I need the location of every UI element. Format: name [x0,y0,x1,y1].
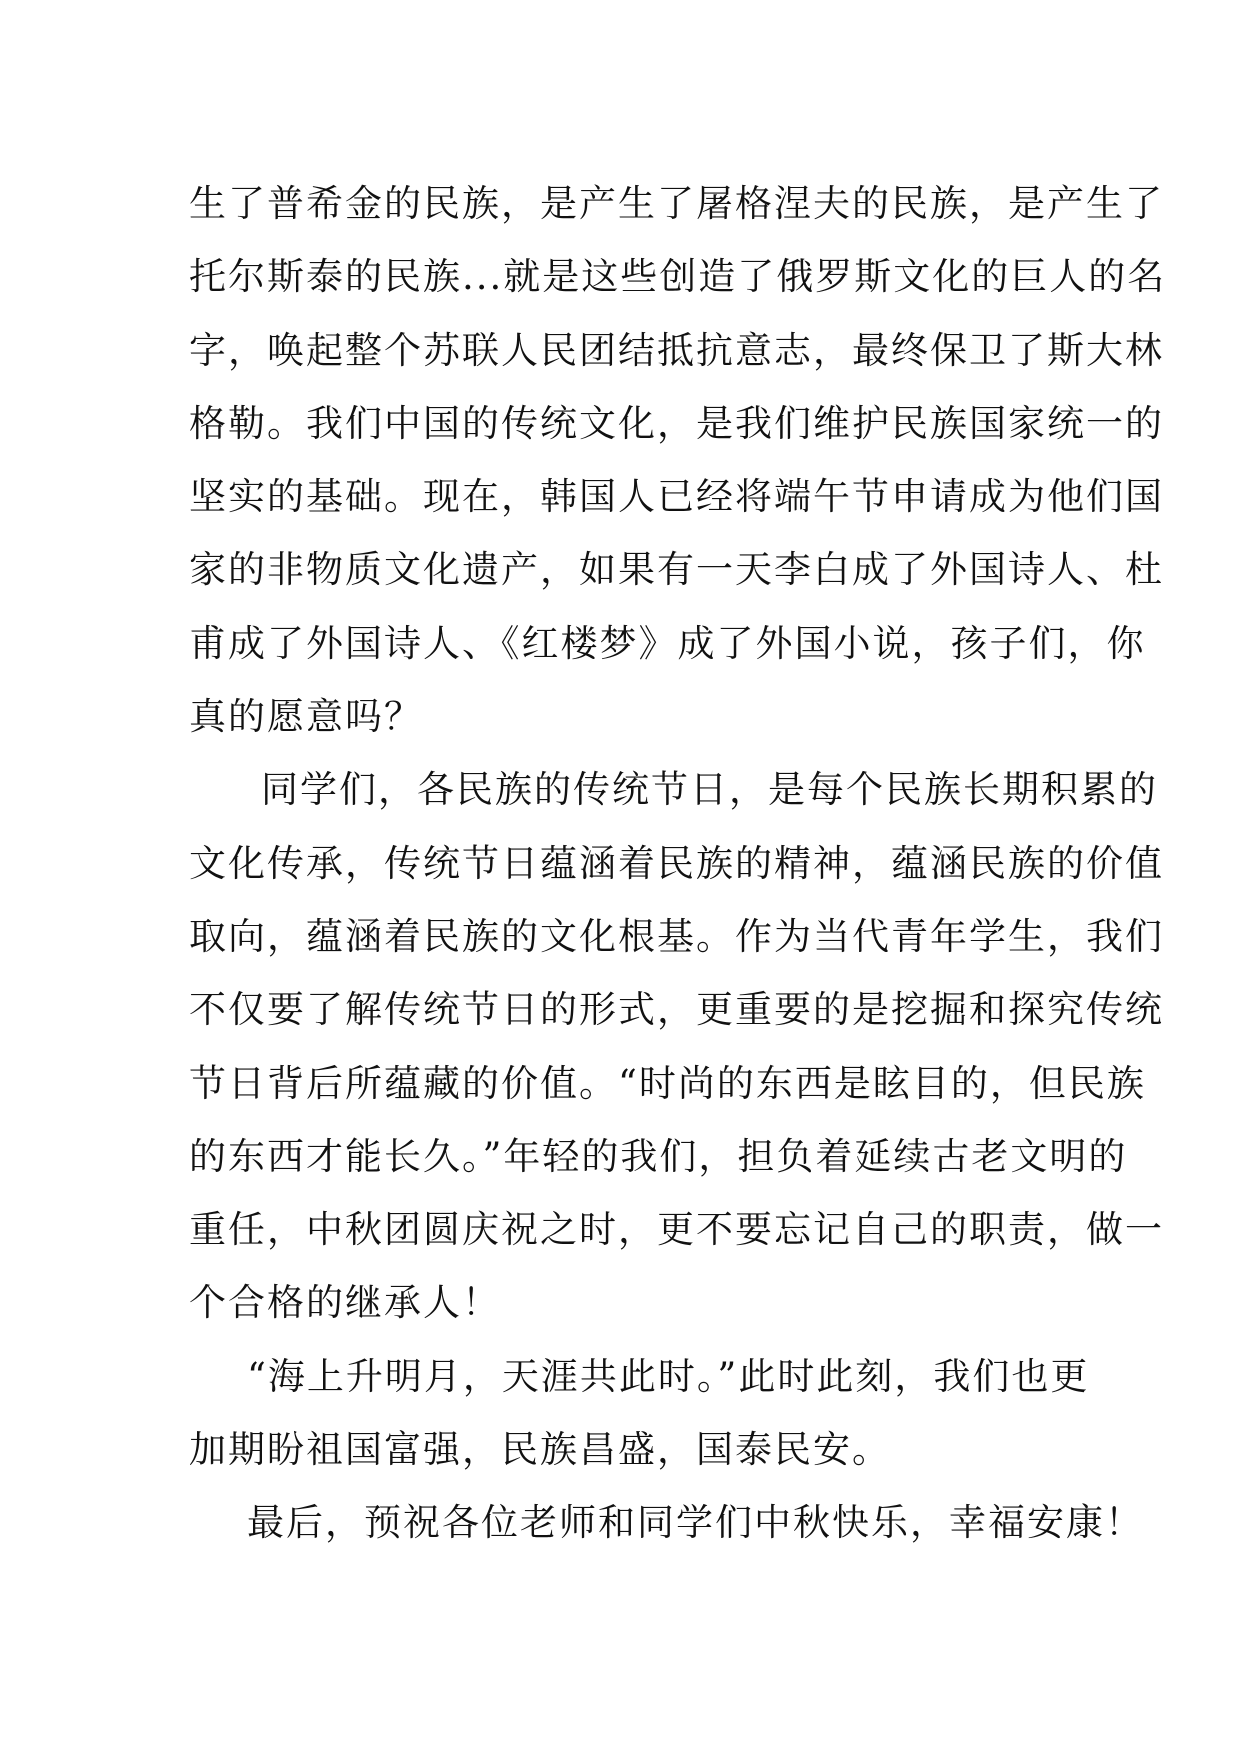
paragraph-poem-quote [189,1340,1090,1487]
document-body [189,167,1167,1560]
text-line: 托尔斯泰的民族...就是这些创造了俄罗斯文化的巨人的名 [189,255,1167,299]
text-line: “海上升明月，天涯共此时。”此时此刻，我们也更 [247,1354,1090,1398]
text-line: 重任，中秋团圆庆祝之时，更不要忘记自己的职责，做一 [189,1208,1164,1252]
text-line: 文化传承，传统节日蕴涵着民族的精神，蕴涵民族的价值 [189,841,1164,885]
paragraph-russian-culture [189,167,1167,753]
text-line: 坚实的基础。现在，韩国人已经将端午节申请成为他们国 [189,475,1164,519]
text-line: 最后，预祝各位老师和同学们中秋快乐，幸福安康！ [247,1501,1144,1545]
text-line: 格勒。我们中国的传统文化，是我们维护民族国家统一的 [189,401,1164,445]
text-line: 取向，蕴涵着民族的文化根基。作为当代青年学生，我们 [189,914,1164,958]
text-line: 节日背后所蕴藏的价值。“时尚的东西是眩目的，但民族 [189,1061,1146,1105]
text-line: 生了普希金的民族，是产生了屠格涅夫的民族，是产生了 [189,182,1164,225]
text-line: 的东西才能长久。”年轻的我们，担负着延续古老文明的 [189,1134,1128,1178]
text-line: 真的愿意吗？ [189,695,423,739]
text-line: 个合格的继承人！ [189,1281,501,1325]
text-line: 不仅要了解传统节日的形式，更重要的是挖掘和探究传统 [189,988,1164,1032]
text-line: 字，唤起整个苏联人民团结抵抗意志，最终保卫了斯大林 [189,328,1164,372]
text-line: 家的非物质文化遗产，如果有一天李白成了外国诗人、杜 [189,548,1164,592]
text-line: 同学们，各民族的传统节日，是每个民族长期积累的 [261,768,1158,812]
paragraph-closing-wishes [189,1486,1144,1559]
text-line: 甫成了外国诗人、《红楼梦》成了外国小说，孩子们，你 [189,621,1146,665]
text-line: 加期盼祖国富强，民族昌盛，国泰民安。 [189,1428,891,1472]
paragraph-traditional-festivals [189,753,1164,1339]
